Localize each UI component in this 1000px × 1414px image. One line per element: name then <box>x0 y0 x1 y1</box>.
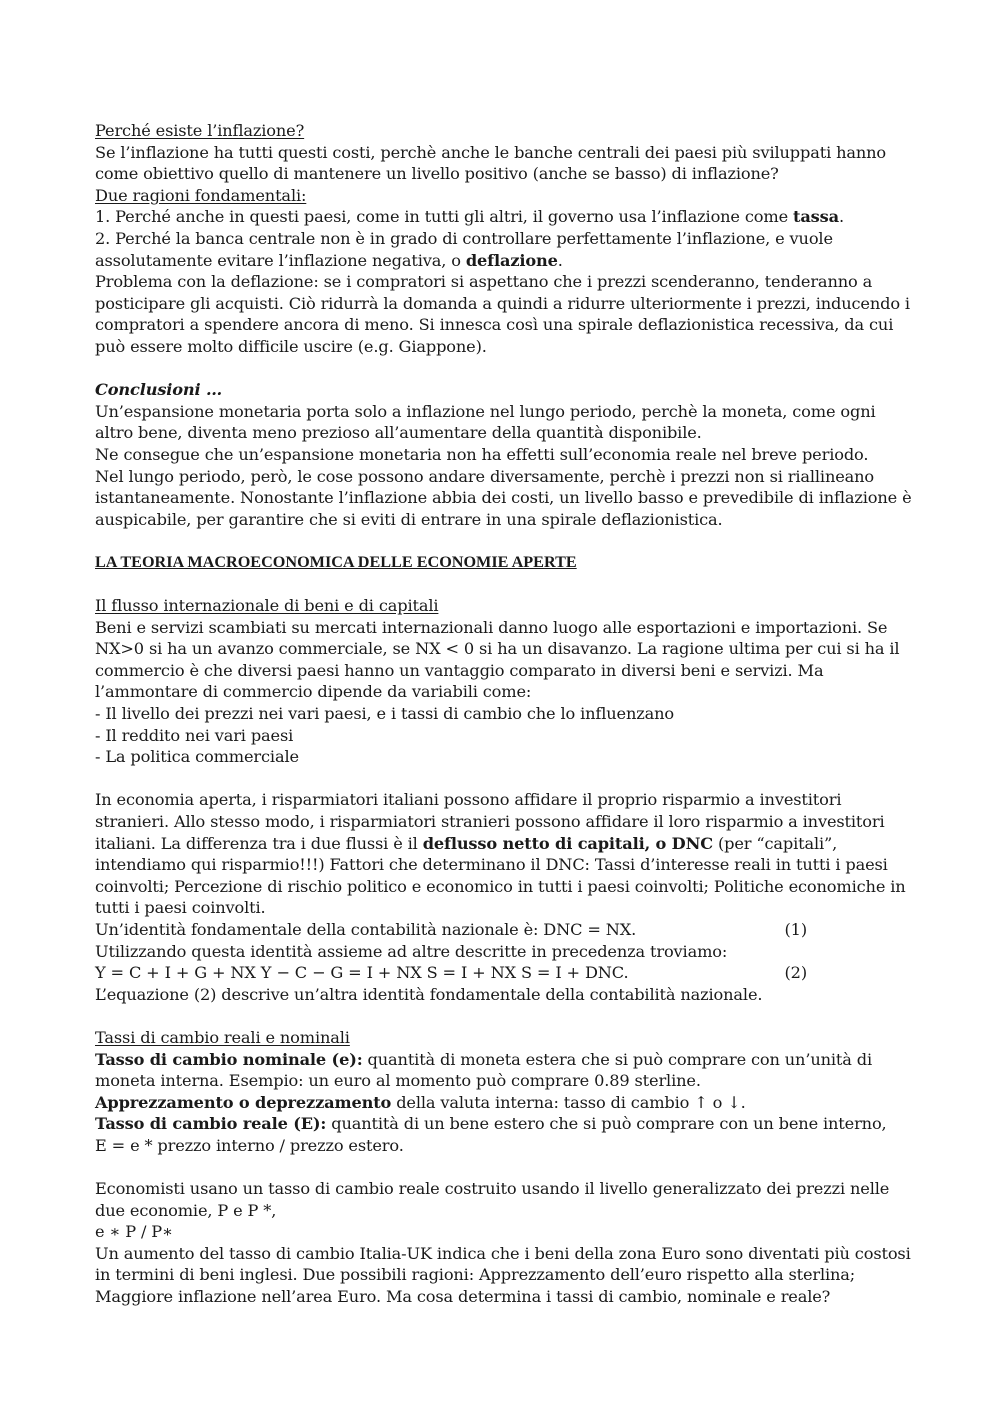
spacer <box>95 530 915 552</box>
paragraph-price-level: Economisti usano un tasso di cambio reale costruito usando il livello generalizzato dei prezzi nelle due economie, P e P *, <box>95 1179 890 1220</box>
paragraph-eq-intro: Utilizzando questa identità assieme ad altre descritte in precedenza troviamo: <box>95 941 728 961</box>
definition-appreciation: Apprezzamento o deprezzamento della valuta interna: tasso di cambio ↑ o ↓. <box>95 1092 746 1112</box>
equation-number: (2) <box>784 963 807 983</box>
paragraph-conclusions-2: Ne consegue che un’espansione monetaria non ha effetti sull’economia reale nel breve periodo. <box>95 444 869 464</box>
list-item: - La politica commerciale <box>95 747 299 767</box>
section-title-inflation: Perché esiste l’inflazione? <box>95 121 305 140</box>
reason-2: 2. Perché la banca centrale non è in grado di controllare perfettamente l’inflazione, e vuole assolutamente evitare l’inflazione negativa, o deflazione. <box>95 228 833 270</box>
equation-2: Y = C + I + G + NX Y − C − G = I + NX S = I + NX S = I + DNC. (2) <box>95 963 807 983</box>
spacer <box>95 1005 915 1027</box>
reasons-title: Due ragioni fondamentali: <box>95 185 307 205</box>
paragraph-eq-desc: L’equazione (2) descrive un’altra identità fondamentale della contabilità nazionale. <box>95 984 763 1004</box>
paragraph-exchange-increase: Un aumento del tasso di cambio Italia-UK indica che i beni della zona Euro sono diventati più costosi in termini di beni inglesi. Due possibili ragioni: Apprezzamento dell’euro rispetto alla sterlina; Maggiore inflazione nell’area Euro. Ma cosa determina i tassi di cambio, nominale e reale? <box>95 1243 911 1307</box>
paragraph-capital-flows: In economia aperta, i risparmiatori italiani possono affidare il proprio risparmio a investitori stranieri. Allo stesso modo, i risparmiatori stranieri possono affidare il loro risparmio a investitori italiani. La differenza tra i due flussi è il deflusso netto di capitali, o DNC (per “capitali”, intendiamo qui risparmio!!!) Fattori che determinano il DNC: Tassi d’interesse reali in tutti i paesi coinvolti; Percezione di rischio politico e economico in tutti i paesi coinvolti; Politiche economiche in tutti i paesi coinvolti. <box>95 790 906 918</box>
subsection-title-flows: Il flusso internazionale di beni e di capitali <box>95 596 439 616</box>
paragraph-deflation: Problema con la deflazione: se i compratori si aspettano che i prezzi scenderanno, tenderanno a posticipare gli acquisti. Ciò ridurrà la domanda a quindi a ridurre ulteriormente i prezzi, inducendo i compratori a spendere ancora di meno. Si innesca così una spirale deflazionistica recessiva, da cui può essere molto difficile uscire (e.g. Giappone). <box>95 272 910 356</box>
formula-price-ratio: e ∗ P / P∗ <box>95 1222 173 1242</box>
reason-1: 1. Perché anche in questi paesi, come in tutti gli altri, il governo usa l’inflazione come tassa. <box>95 207 844 227</box>
definition-nominal-rate: Tasso di cambio nominale (e): quantità di moneta estera che si può comprare con un’unità di moneta interna. Esempio: un euro al momento può comprare 0.89 sterline. <box>95 1049 872 1091</box>
section-title-conclusions: Conclusioni … <box>95 380 223 400</box>
formula-real-rate: E = e * prezzo interno / prezzo estero. <box>95 1135 404 1155</box>
document-page <box>95 120 915 1308</box>
paragraph-conclusions-1: Un’espansione monetaria porta solo a inflazione nel lungo periodo, perchè la moneta, come ogni altro bene, diventa meno prezioso all’aumentare della quantità disponibile. <box>95 401 876 443</box>
spacer <box>95 358 915 380</box>
spacer <box>95 1157 915 1179</box>
list-item: - Il reddito nei vari paesi <box>95 725 294 745</box>
paragraph-conclusions-3: Nel lungo periodo, però, le cose possono andare diversamente, perchè i prezzi non si riallineano istantaneamente. Nonostante l’inflazione abbia dei costi, un livello basso e prevedibile di inflazione è auspicabile, per garantire che si eviti di entrare in una spirale deflazionistica. <box>95 466 912 529</box>
equation-number: (1) <box>784 919 807 939</box>
paragraph-intro: Se l’inflazione ha tutti questi costi, perchè anche le banche centrali dei paesi più sviluppati hanno come obiettivo quello di mantenere un livello positivo (anche se basso) di inflazione? <box>95 142 887 184</box>
spacer <box>95 768 915 790</box>
paragraph-trade: Beni e servizi scambiati su mercati internazionali danno luogo alle esportazioni e importazioni. Se NX>0 si ha un avanzo commerciale, se NX < 0 si ha un disavanzo. La ragione ultima per cui si ha il commercio è che diversi paesi hanno un vantaggio comparato in diversi beni e servizi. Ma l’ammontare di commercio dipende da variabili come: <box>95 617 900 702</box>
chapter-heading: LA TEORIA MACROECONOMICA DELLE ECONOMIE APERTE <box>95 552 577 571</box>
definition-real-rate: Tasso di cambio reale (E): quantità di un bene estero che si può comprare con un bene interno, <box>95 1114 887 1134</box>
equation-1: Un’identità fondamentale della contabilità nazionale è: DNC = NX. (1) <box>95 919 807 939</box>
subsection-title-exchange-rates: Tassi di cambio reali e nominali <box>95 1027 350 1047</box>
spacer <box>95 573 915 595</box>
list-item: - Il livello dei prezzi nei vari paesi, e i tassi di cambio che lo influenzano <box>95 704 674 724</box>
